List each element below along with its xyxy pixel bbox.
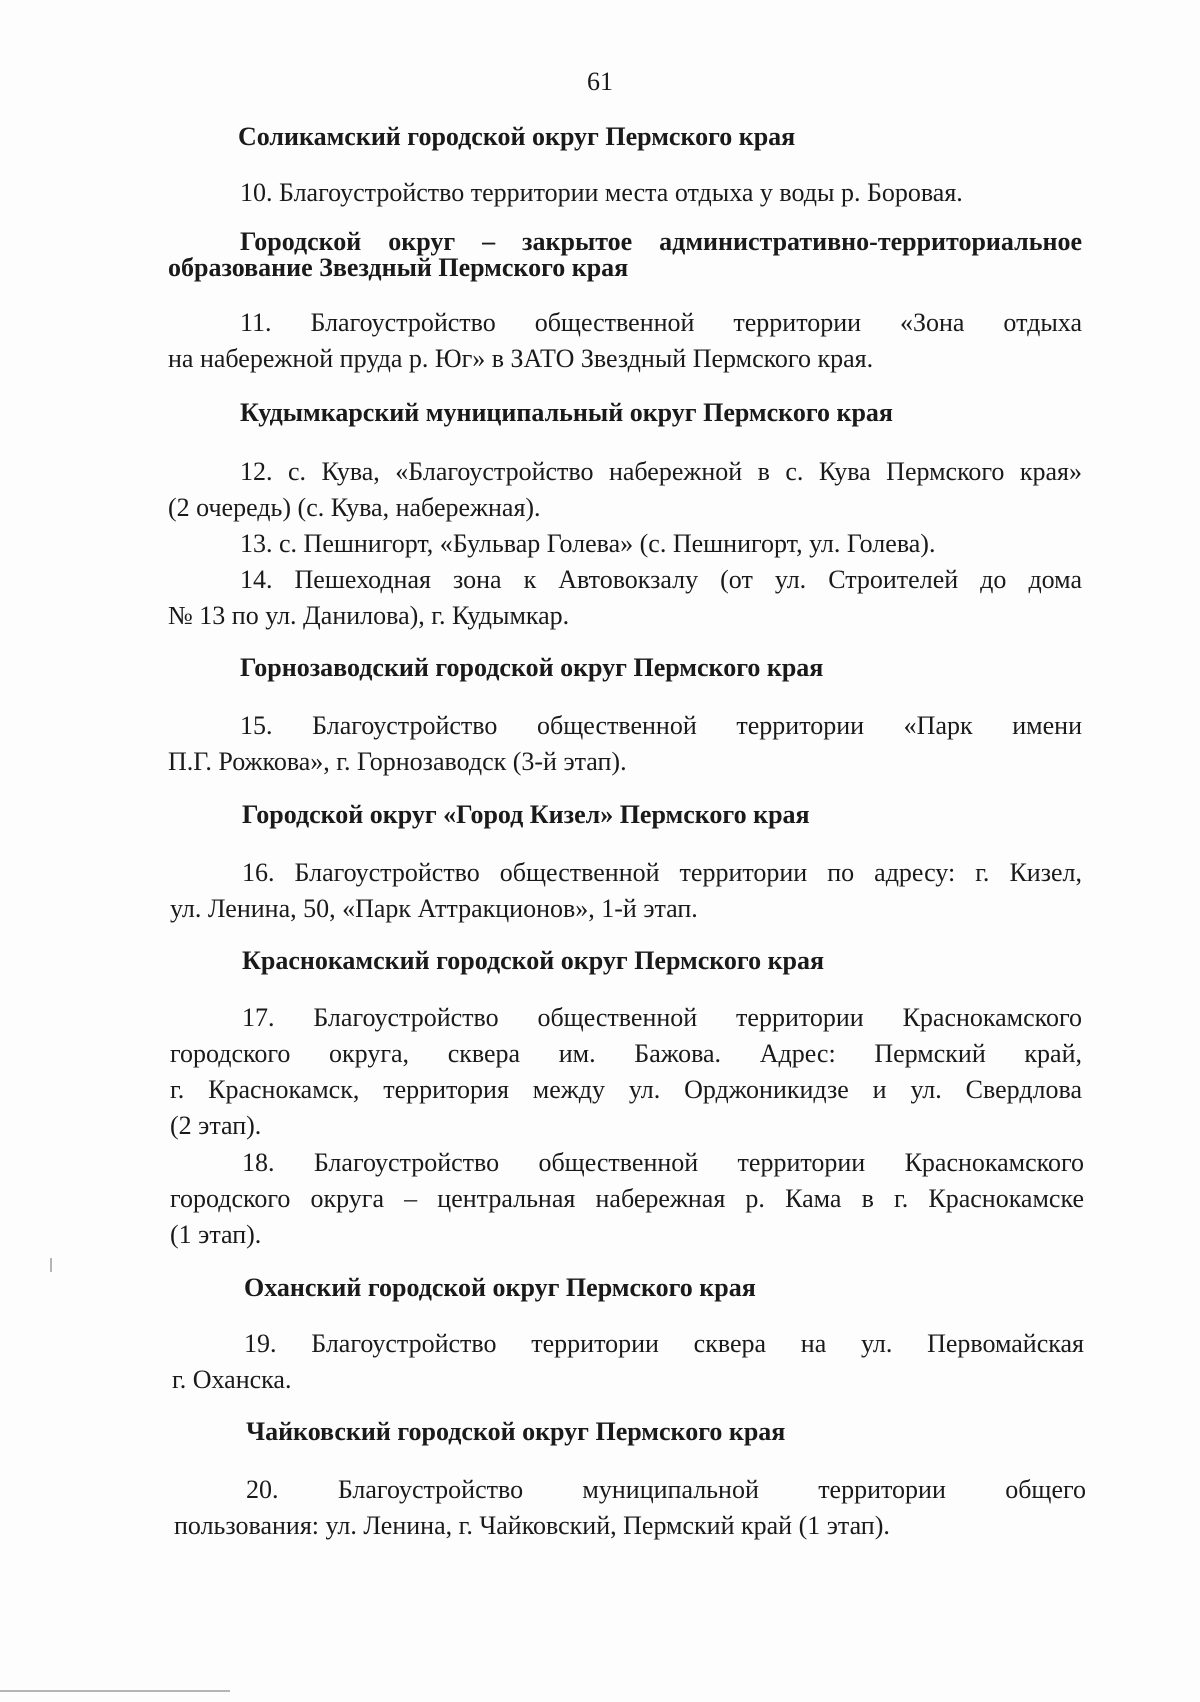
list-item bbox=[172, 1326, 1084, 1398]
list-item-line: пользования: ул. Ленина, г. Чайковский, Пермский край (1 этап). bbox=[174, 1511, 890, 1540]
list-item-line: (2 очередь) (с. Кува, набережная). bbox=[168, 493, 541, 522]
section-heading bbox=[246, 1419, 785, 1445]
section-heading bbox=[242, 802, 810, 828]
list-item bbox=[168, 708, 1082, 780]
list-item-line: на набережной пруда р. Юг» в ЗАТО Звездный Пермского края. bbox=[168, 344, 874, 373]
page-number: 61 bbox=[587, 67, 613, 96]
list-item-line: г. Краснокамск, территория между ул. Орджоникидзе и ул. Свердлова bbox=[170, 1075, 1082, 1104]
section-heading bbox=[240, 400, 893, 426]
list-item-line: 20. Благоустройство муниципальной территории общего bbox=[246, 1475, 1086, 1504]
section-heading-line: Оханский городской округ Пермского края bbox=[244, 1273, 756, 1302]
section-heading-line: Городской округ – закрытое административно-территориальное bbox=[240, 227, 1082, 256]
list-item bbox=[170, 1000, 1082, 1144]
list-item-line: № 13 по ул. Данилова), г. Кудымкар. bbox=[168, 601, 570, 630]
section-heading bbox=[168, 229, 1082, 281]
list-item-line: 11. Благоустройство общественной территории «Зона отдыха bbox=[240, 308, 1082, 337]
list-item-line: 13. с. Пешнигорт, «Бульвар Голева» (с. Пешнигорт, ул. Голева). bbox=[240, 529, 936, 558]
list-item-line: 17. Благоустройство общественной территории Краснокамского bbox=[242, 1003, 1082, 1032]
scan-artifact bbox=[0, 1690, 230, 1692]
section-heading-line: Кудымкарский муниципальный округ Пермского края bbox=[240, 398, 893, 427]
section-heading-line: Краснокамский городской округ Пермского края bbox=[242, 946, 825, 975]
section-heading bbox=[240, 655, 823, 681]
list-item-line: 10. Благоустройство территории места отдыха у воды р. Боровая. bbox=[240, 178, 963, 207]
section-heading bbox=[244, 1275, 756, 1301]
scan-artifact bbox=[50, 1258, 52, 1272]
section-heading bbox=[242, 948, 824, 974]
section-heading-line: Горнозаводский городской округ Пермского края bbox=[240, 653, 824, 682]
list-item-line: 16. Благоустройство общественной территории по адресу: г. Кизел, bbox=[242, 858, 1082, 887]
list-item bbox=[170, 1145, 1084, 1253]
list-item-line: 15. Благоустройство общественной территории «Парк имени bbox=[240, 711, 1082, 740]
section-heading-line: Городской округ «Город Кизел» Пермского края bbox=[242, 800, 810, 829]
list-item-line: городского округа, сквера им. Бажова. Адрес: Пермский край, bbox=[170, 1039, 1082, 1068]
list-item-line: г. Оханска. bbox=[172, 1365, 292, 1394]
list-item-line: 12. с. Кува, «Благоустройство набережной в с. Кува Пермского края» bbox=[240, 457, 1082, 486]
list-item-line: (2 этап). bbox=[170, 1111, 262, 1140]
list-item bbox=[168, 305, 1082, 377]
section-heading-line: образование Звездный Пермского края bbox=[168, 253, 629, 282]
list-item-line: городского округа – центральная набережная р. Кама в г. Краснокамске bbox=[170, 1184, 1084, 1213]
list-item bbox=[170, 855, 1082, 927]
section-heading-line: Чайковский городской округ Пермского края bbox=[246, 1417, 786, 1446]
list-item bbox=[168, 454, 1082, 526]
list-item-line: П.Г. Рожкова», г. Горнозаводск (3-й этап). bbox=[168, 747, 627, 776]
list-item bbox=[168, 526, 1082, 562]
section-heading bbox=[238, 124, 795, 150]
list-item bbox=[168, 175, 1082, 211]
list-item-line: 19. Благоустройство территории сквера на ул. Первомайская bbox=[244, 1329, 1084, 1358]
list-item-line: 14. Пешеходная зона к Автовокзалу (от ул. Строителей до дома bbox=[240, 565, 1082, 594]
list-item bbox=[168, 562, 1082, 634]
section-heading-line: Соликамский городской округ Пермского края bbox=[238, 122, 796, 151]
list-item-line: 18. Благоустройство общественной территории Краснокамского bbox=[242, 1148, 1084, 1177]
list-item-line: ул. Ленина, 50, «Парк Аттракционов», 1-й этап. bbox=[170, 894, 698, 923]
list-item-line: (1 этап). bbox=[170, 1220, 262, 1249]
list-item bbox=[174, 1472, 1086, 1544]
